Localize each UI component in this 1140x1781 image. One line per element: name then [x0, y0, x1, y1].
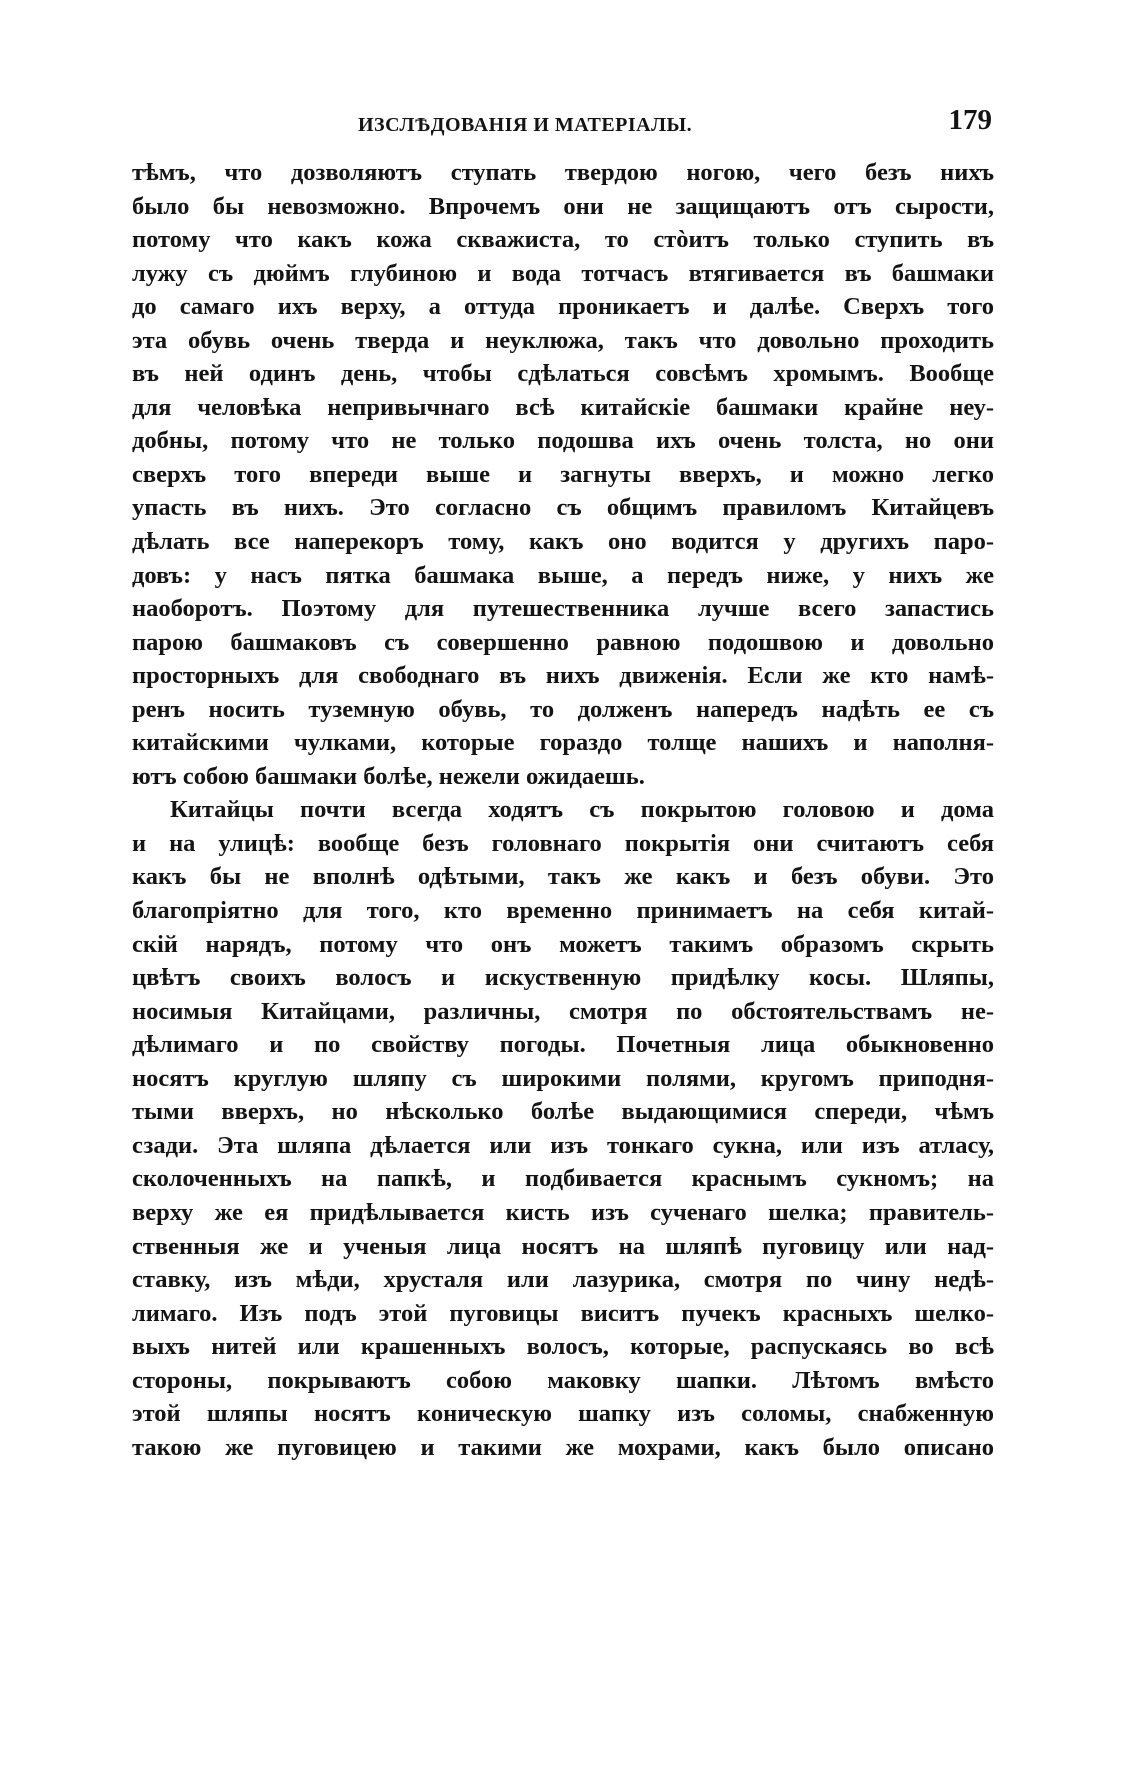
text-line: ютъ собою башмаки болѣе, нежели ожидаешь.: [132, 762, 645, 790]
text-line: упасть въ нихъ. Это согласно съ общимъ правиломъ Китайцевъ: [132, 494, 994, 522]
text-line: просторныхъ для свободнаго въ нихъ движенія. Если же кто намѣ-: [132, 662, 994, 690]
text-line: Китайцы почти всегда ходятъ съ покрытою головою и дома: [170, 796, 994, 824]
text-line: дѣлимаго и по свойству погоды. Почетныя лица обыкновенно: [132, 1031, 994, 1059]
text-line: цвѣтъ своихъ волосъ и искуственную придѣлку косы. Шляпы,: [132, 964, 994, 992]
text-line: тыми вверхъ, но нѣсколько болѣе выдающимися спереди, чѣмъ: [132, 1098, 994, 1126]
text-line: сколоченныхъ на папкѣ, и подбивается краснымъ сукномъ; на: [132, 1165, 994, 1193]
text-line: эта обувь очень тверда и неуклюжа, такъ что довольно проходить: [132, 326, 994, 354]
text-line: скій нарядъ, потому что онъ можетъ такимъ образомъ скрыть: [132, 930, 994, 958]
text-line: ренъ носить туземную обувь, то долженъ напередъ надѣть ее съ: [132, 695, 994, 723]
text-line: такою же пуговицею и такими же мохрами, какъ было описано: [132, 1433, 994, 1461]
running-header: [130, 104, 992, 144]
text-line: тѣмъ, что дозволяютъ ступать твердою ногою, чего безъ нихъ: [132, 159, 994, 186]
text-body: [132, 156, 994, 1464]
page-number: 179: [948, 104, 992, 136]
paragraph-1: [132, 156, 994, 793]
text-line: выхъ нитей или крашенныхъ волосъ, которые, распускаясь во всѣ: [132, 1333, 994, 1361]
running-title: ИЗСЛѢДОВАНІЯ И МАТЕРІАЛЫ.: [358, 114, 693, 136]
text-line: сзади. Эта шляпа дѣлается или изъ тонкаго сукна, или изъ атласу,: [132, 1131, 994, 1159]
text-line: потому что какъ кожа скважиста, то стòитъ только ступить въ: [132, 226, 994, 254]
paragraph-2: [132, 793, 994, 1464]
text-line: ственныя же и ученыя лица носятъ на шляпѣ пуговицу или над-: [132, 1232, 994, 1260]
text-line: верху же ея придѣлывается кисть изъ сученаго шелка; правитель-: [132, 1198, 994, 1226]
text-line: стороны, покрываютъ собою маковку шапки. Лѣтомъ вмѣсто: [132, 1366, 994, 1394]
text-line: наоборотъ. Поэтому для путешественника лучше всего запастись: [132, 595, 994, 623]
text-line: сверхъ того впереди выше и загнуты вверхъ, и можно легко: [132, 460, 994, 488]
text-line: лимаго. Изъ подъ этой пуговицы виситъ пучекъ красныхъ шелко-: [132, 1299, 994, 1327]
text-line: этой шляпы носятъ коническую шапку изъ соломы, снабженную: [132, 1400, 994, 1428]
text-line: довъ: у насъ пятка башмака выше, а передъ ниже, у нихъ же: [132, 561, 994, 589]
text-line: добны, потому что не только подошва ихъ очень толста, но они: [132, 427, 994, 455]
text-line: до самаго ихъ верху, а оттуда проникаетъ и далѣе. Сверхъ того: [132, 293, 994, 321]
text-line: въ ней одинъ день, чтобы сдѣлаться совсѣмъ хромымъ. Вообще: [132, 360, 994, 388]
text-line: и на улицѣ: вообще безъ головнаго покрытія они считаютъ себя: [132, 829, 994, 857]
text-line: для человѣка непривычнаго всѣ китайскіе башмаки крайне неу-: [132, 393, 994, 421]
text-line: какъ бы не вполнѣ одѣтыми, такъ же какъ и безъ обуви. Это: [132, 863, 994, 891]
text-line: носятъ круглую шляпу съ широкими полями, кругомъ приподня-: [132, 1064, 994, 1092]
text-line: лужу съ дюймъ глубиною и вода тотчасъ втягивается въ башмаки: [132, 259, 994, 287]
text-line: дѣлать все наперекоръ тому, какъ оно водится у другихъ паро-: [132, 528, 994, 556]
text-line: парою башмаковъ съ совершенно равною подошвою и довольно: [132, 628, 994, 656]
text-line: ставку, изъ мѣди, хрусталя или лазурика, смотря по чину недѣ-: [132, 1266, 994, 1294]
text-line: было бы невозможно. Впрочемъ они не защищаютъ отъ сырости,: [132, 192, 994, 220]
text-line: благопріятно для того, кто временно принимаетъ на себя китай-: [132, 897, 994, 925]
text-line: носимыя Китайцами, различны, смотря по обстоятельствамъ не-: [132, 997, 994, 1025]
text-line: китайскими чулками, которые гораздо толще нашихъ и наполня-: [132, 729, 994, 757]
